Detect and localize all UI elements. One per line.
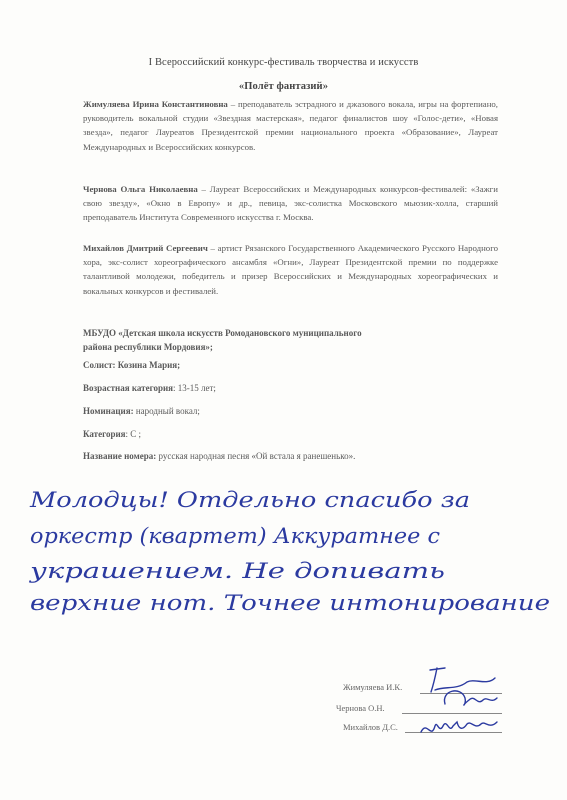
- signature-3-mark: [421, 722, 497, 732]
- jury-member-name: Чернова Ольга Николаевна: [83, 184, 198, 194]
- signature-name-1: Жимуляева И.К.: [343, 682, 403, 692]
- participant-piece: [83, 449, 503, 463]
- handwritten-line: украшением. Не допивать: [28, 559, 446, 583]
- handwritten-line: верхние нот. Точнее интонирование: [30, 591, 550, 615]
- jury-member-3: [83, 241, 498, 298]
- participant-age: [83, 381, 503, 395]
- signature-name-2: Чернова О.Н.: [336, 703, 385, 713]
- jury-member-bio: – артист Рязанского Государственного Академического Русского Народного хора, экс-солист хореографического ансамбля «Огни», Лауреат Президентской премии по поддержке талантливой молодежи, победитель и призер Всероссийских и Международных хореографических и вокальных конкурсов и фестивалей.: [83, 243, 498, 296]
- jury-member-1: [83, 97, 498, 154]
- jury-member-bio: – преподаватель эстрадного и джазового вокала, игры на фортепиано, руководитель вокальной студии «Звездная мастерская», педагог финалистов шоу «Голос-дети», «Новая звезда», педагог Лауреатов Президентской премии национального проекта «Образование», Лауреат Международных и Всероссийских конкурсов.: [83, 99, 498, 152]
- handwritten-comment: [0, 474, 567, 624]
- participant-organization: МБУДО «Детская школа искусств Ромодановского муниципального района республики Мордовия»;: [83, 328, 362, 352]
- signature-1-mark: [430, 668, 495, 692]
- signature-2-mark: [444, 691, 497, 705]
- nomination-value: народный вокал;: [133, 406, 200, 416]
- jury-member-bio: – Лауреат Всероссийских и Международных конкурсов-фестивалей: «Зажги свою звезду», «Окно в Европу» и др., певица, экс-солистка Московского мьюзик-холла, старший преподаватель Института Современного искусства г. Москва.: [83, 184, 498, 223]
- jury-member-2: [83, 182, 498, 225]
- category-value: : С ;: [125, 429, 142, 439]
- category-label: Категория: [83, 429, 126, 439]
- age-label: Возрастная категория: [83, 383, 173, 393]
- nomination-label: Номинация:: [83, 406, 134, 416]
- participant-soloist: Солист: Козина Мария;: [83, 360, 181, 370]
- document-subtitle: «Полёт фантазий»: [238, 81, 329, 92]
- handwritten-line: Молодцы! Отдельно спасибо за: [28, 488, 470, 512]
- age-value: : 13-15 лет;: [173, 383, 216, 393]
- participant-category: [83, 427, 503, 441]
- signature-name-3: Михайлов Д.С.: [343, 722, 398, 732]
- participant-nomination: [83, 404, 503, 418]
- piece-value: русская народная песня «Ой встала я ранешенько».: [156, 451, 356, 461]
- handwritten-line: оркестр (квартет) Аккуратнее с: [30, 524, 441, 548]
- piece-label: Название номера:: [83, 451, 157, 461]
- jury-member-name: Михайлов Дмитрий Сергеевич: [83, 243, 208, 253]
- jury-member-name: Жимуляева Ирина Константиновна: [83, 99, 228, 109]
- document-title: I Всероссийский конкурс-фестиваль творчества и искусств: [148, 57, 419, 68]
- handwritten-signatures: [405, 660, 525, 750]
